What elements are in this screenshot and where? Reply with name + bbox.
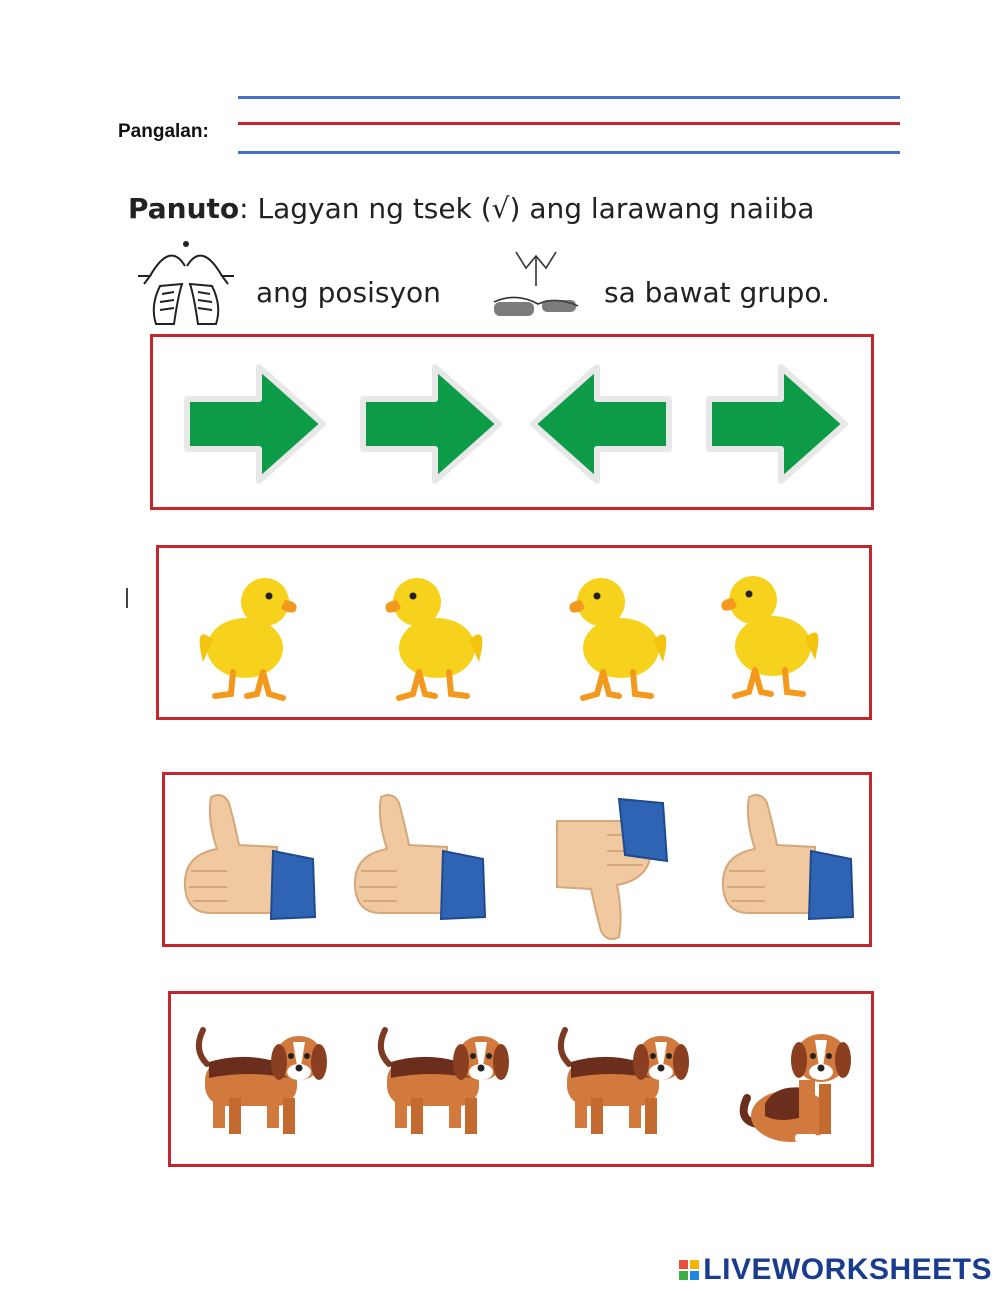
liveworksheets-logo-icon — [679, 1260, 699, 1280]
dog-standing-icon — [371, 1020, 513, 1144]
thumbs-up-icon — [715, 789, 859, 929]
thumbs-up-icon — [177, 789, 321, 929]
choice-arrow-2[interactable] — [357, 359, 507, 489]
arrow-right-icon — [357, 359, 507, 489]
group-thumbs-box — [162, 772, 872, 947]
choice-dog-1[interactable] — [189, 1020, 331, 1144]
instruction-text: : Lagyan ng tsek (√) ang larawang naiiba — [239, 192, 815, 225]
dog-standing-icon — [551, 1020, 693, 1144]
arrow-left-icon — [525, 359, 675, 489]
name-line-bottom — [238, 151, 900, 154]
instruction-line-1 — [128, 192, 814, 225]
instruction-line-2-part-2: sa bawat grupo. — [604, 276, 830, 309]
group-dogs-box — [168, 991, 874, 1167]
group-ducklings-box — [156, 545, 872, 720]
duckling-icon — [379, 562, 491, 704]
choice-arrow-3[interactable] — [525, 359, 675, 489]
duckling-icon — [191, 562, 303, 704]
choice-duckling-1[interactable] — [191, 562, 303, 704]
spinning-top-icon — [486, 246, 586, 324]
name-line-top — [238, 96, 900, 99]
arrow-right-icon — [181, 359, 331, 489]
spinning-top-drawing — [486, 246, 586, 324]
dog-sitting-icon — [735, 1024, 859, 1148]
duckling-icon — [563, 562, 675, 704]
duckling-icon — [715, 560, 827, 702]
choice-duckling-4[interactable] — [715, 560, 827, 702]
instruction-title: Panuto — [128, 192, 240, 225]
instruction-line-2-part-1: ang posisyon — [256, 276, 441, 309]
name-line-middle — [238, 122, 900, 125]
choice-arrow-1[interactable] — [181, 359, 331, 489]
thumbs-down-icon — [527, 795, 671, 943]
choice-dog-2[interactable] — [371, 1020, 513, 1144]
liveworksheets-brand — [679, 1253, 992, 1287]
arrow-right-icon — [703, 359, 853, 489]
hands-arrows-drawing — [130, 236, 242, 330]
choice-arrow-4[interactable] — [703, 359, 853, 489]
choice-thumb-4[interactable] — [715, 789, 859, 929]
choice-thumb-1[interactable] — [177, 789, 321, 929]
choice-duckling-3[interactable] — [563, 562, 675, 704]
choice-thumb-2[interactable] — [347, 789, 491, 929]
name-label: Pangalan: — [118, 121, 209, 142]
text-cursor-mark — [126, 588, 128, 608]
thumbs-up-icon — [347, 789, 491, 929]
choice-thumb-3[interactable] — [527, 795, 671, 943]
choice-dog-4[interactable] — [735, 1024, 859, 1148]
choice-dog-3[interactable] — [551, 1020, 693, 1144]
dog-standing-icon — [189, 1020, 331, 1144]
brand-text: LIVEWORKSHEETS — [703, 1253, 992, 1286]
group-arrows-box — [150, 334, 874, 510]
hands-arrows-icon — [130, 236, 242, 330]
choice-duckling-2[interactable] — [379, 562, 491, 704]
